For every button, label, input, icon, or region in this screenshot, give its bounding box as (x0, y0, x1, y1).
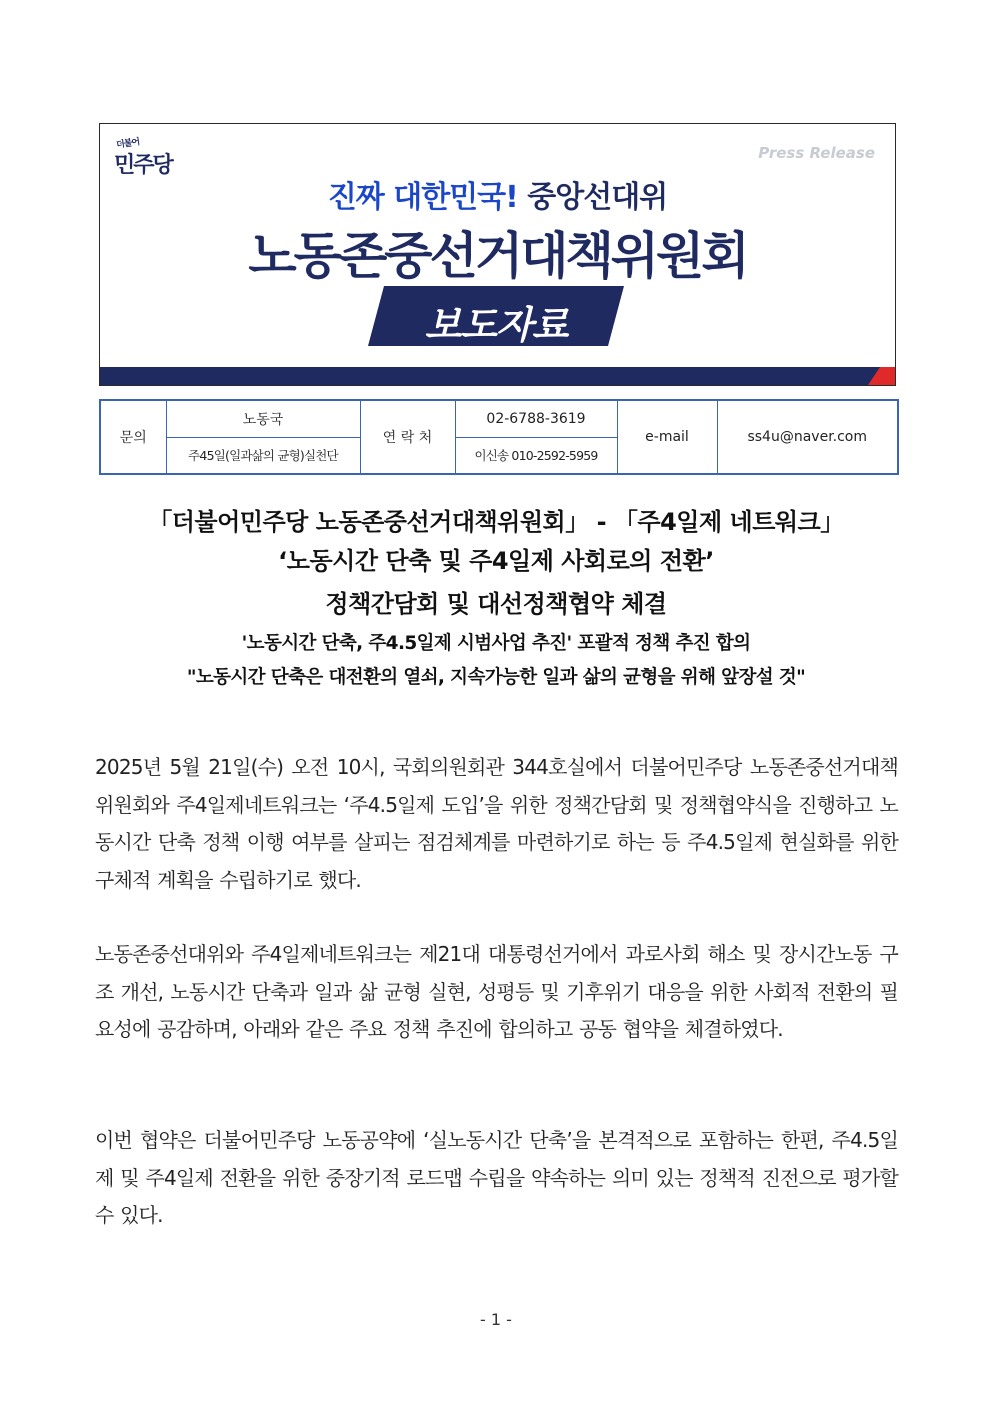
headline-line-3: 정책간담회 및 대선정책협약 체결 (325, 590, 667, 618)
contact-table (99, 399, 899, 475)
team-cell: 주45일(일과삶의 균형)실천단 (166, 437, 360, 474)
banner-main-title: 노동존중선거대책위원회 (248, 227, 747, 285)
logo-small-text: 더불어 (115, 137, 140, 151)
email-cell: ss4u@naver.com (717, 400, 898, 474)
body-paragraph-2: 노동존중선대위와 주4일제네트워크는 제21대 대통령선거에서 과로사회 해소 및 장시간노동 구조 개선, 노동시간 단축과 일과 삶 균형 실현, 성평등 및 기후위기 대응을 위한 사회적 전환의 필요성에 공감하며, 아래와 같은 주요 정책 추진에 합의하고 공동 협약을 체결하였다. (95, 942, 898, 1041)
headline-line-2: ‘노동시간 단축 및 주4일제 사회로의 전환’ (278, 547, 714, 575)
banner-bottom-bar (100, 367, 895, 385)
badge-text: 보도자료 (424, 303, 568, 347)
logo-main-text: 민주당 (114, 153, 172, 178)
subheadline-line-2: "노동시간 단축은 대전환의 열쇠, 지속가능한 일과 삶의 균형을 위해 앞장설 것" (186, 667, 806, 688)
headline-line-1: 「더불어민주당 노동존중선거대책위원회」 - 「주4일제 네트워크」 (148, 508, 844, 536)
inquiry-label: 문의 (100, 400, 166, 474)
subheadline-line-1: '노동시간 단축, 주4.5일제 시범사업 추진' 포괄적 정책 추진 합의 (241, 633, 751, 654)
page-number: - 1 - (480, 1310, 512, 1329)
body-paragraph-1: 2025년 5월 21일(수) 오전 10시, 국회의원회관 344호실에서 더불어민주당 노동존중선거대책위원회와 주4일제네트워크는 ‘주4.5일제 도입’을 위한 정책간담회 및 정책협약식을 진행하고 노동시간 단축 정책 이행 여부를 살피는 점검체계를 마련하기로 하는 등 주4.5일제 현실화를 위한 구체적 계획을 수립하기로 했다. (95, 755, 898, 892)
department-cell: 노동국 (166, 400, 360, 437)
headline-block (60, 504, 932, 696)
banner-subtitle-rest: 중앙선대위 (517, 180, 668, 215)
press-release-banner (99, 123, 896, 386)
press-badge (368, 286, 624, 346)
body-paragraph-3: 이번 협약은 더불어민주당 노동공약에 ‘실노동시간 단축’을 본격적으로 포함하는 한편, 주4.5일제 및 주4일제 전환을 위한 중장기적 로드맵 수립을 약속하는 의미 있는 정책적 진전으로 평가할 수 있다. (95, 1128, 898, 1227)
banner-subtitle-accent: 진짜 대한민국! (327, 180, 518, 215)
person-cell: 이신송 010-2592-5959 (455, 437, 617, 474)
banner-subtitle (100, 172, 895, 216)
email-label: e-mail (617, 400, 717, 474)
press-release-label: Press Release (758, 144, 875, 162)
contact-label: 연 락 처 (360, 400, 455, 474)
phone-cell: 02-6788-3619 (455, 400, 617, 437)
